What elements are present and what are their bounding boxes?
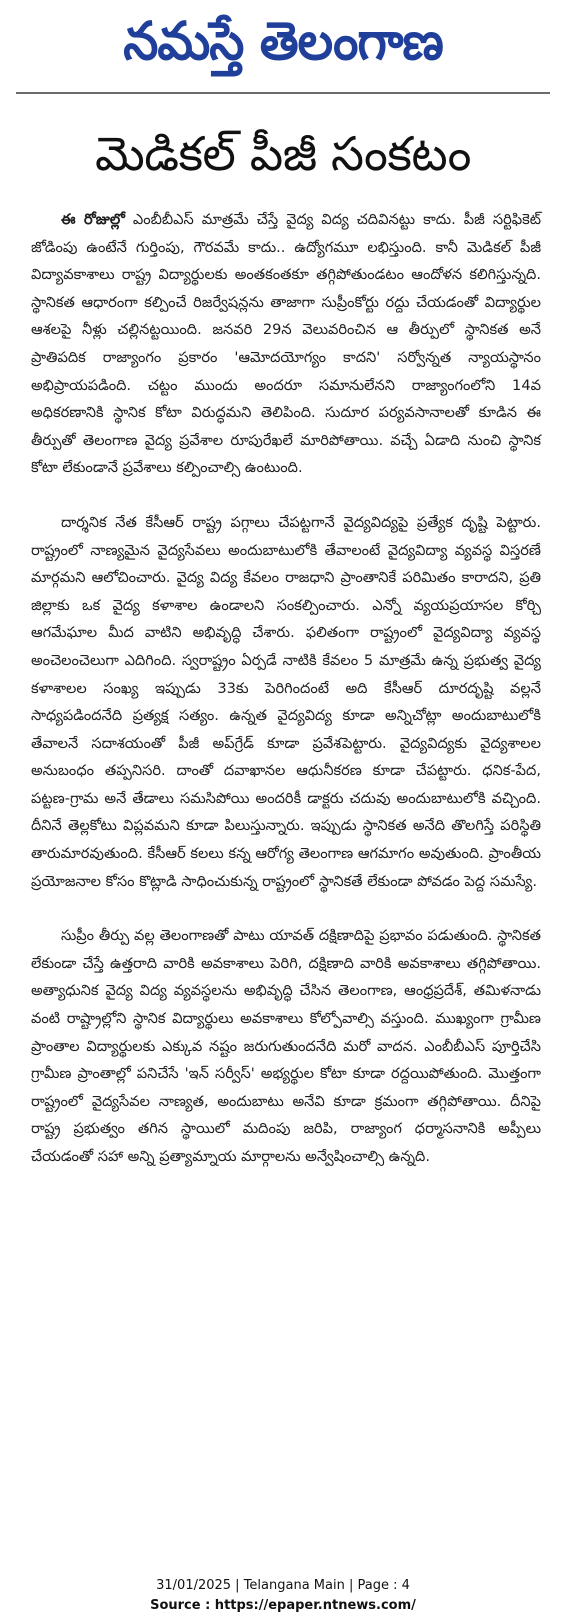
article-paragraph-2: దార్శనిక నేత కేసీఆర్ రాష్ట్ర పగ్గాలు చేపట్టగానే వైద్యవిద్యపై ప్రత్యేక దృష్టి పెట్టారు. రాష్ట్రంలో నాణ్యమైన వైద్యసేవలు అందుబాటులోకి తేవాలంటే వైద్యవిద్యా వ్యవస్థ విస్తరణే మార్గమని ఆలోచించారు. వైద్య విద్య కేవలం రాజధాని ప్రాంతానికే పరిమితం కారాదని, ప్రతి జిల్లాకు ఒక వైద్య కళాశాల ఉండాలని సంకల్పించారు. ఎన్నో వ్యయప్రయాసల కోర్చి ఆగమేఘాల మీద వాటిని అభివృద్ధి చేశారు. ఫలితంగా రాష్ట్రంలో వైద్యవిద్యా వ్యవస్థ అంచెలంచెలుగా ఎదిగింది. స్వరాష్ట్రం ఏర్పడే నాటికి కేవలం 5 మాత్రమే ఉన్న ప్రభుత్వ వైద్య కళాశాలల సంఖ్య ఇప్పుడు 33కు పెరిగిందంటే అది కేసీఆర్ దూరదృష్టి వల్లనే సాధ్యపడిందనేది ప్రత్యక్ష సత్యం. ఉన్నత వైద్యవిద్య కూడా అన్నిచోట్లా అందుబాటులోకి తేవాలనే సదాశయంతో పీజీ అప్‌గ్రేడ్ కూడా ప్రవేశపెట్టారు. వైద్యవిద్యకు వైద్యశాలల అనుబంధం తప్పనిసరి. దాంతో దవాఖానల ఆధునీకరణ కూడా చేపట్టారు. ధనిక-పేద, పట్టణ-గ్రామ అనే తేడాలు సమసిపోయి అందరికీ డాక్టరు చదువు అందుబాటులోకి వచ్చింది. దీనినే తెల్లకోటు విప్లవమని కూడా పిలుస్తున్నారు. ఇప్పుడు స్థానికత అనేది తొలగిస్తే పరిస్థితి తారుమారవుతుంది. కేసీఆర్ కలలు కన్న ఆరోగ్య తెలంగాణ ఆగమాగం అవుతుంది. ప్రాంతీయ ప్రయోజనాల కోసం కొట్లాడి సాధించుకున్న రాష్ట్రంలో స్థానికతే లేకుండా పోవడం పెద్ద సమస్యే. xyxy=(31,513,541,890)
masthead-divider xyxy=(16,92,550,94)
newspaper-masthead xyxy=(0,6,566,78)
article-headline: మెడికల్ పీజీ సంకటం xyxy=(95,127,471,182)
source-link[interactable]: Source : https://epaper.ntnews.com/ xyxy=(150,1598,416,1613)
paragraph-gap xyxy=(31,482,541,509)
article-lead: ఈ రోజుల్లో xyxy=(61,211,125,228)
page-footer xyxy=(0,1576,566,1616)
edition-info: 31/01/2025 | Telangana Main | Page : 4 xyxy=(156,1578,410,1593)
article-paragraph-1 xyxy=(31,206,541,482)
paragraph-gap xyxy=(31,895,541,922)
masthead-title: నమస్తే తెలంగాణ xyxy=(123,10,443,72)
article-body xyxy=(31,206,541,1171)
article-paragraph-3: సుప్రీం తీర్పు వల్ల తెలంగాణతో పాటు యావత్ దక్షిణాదిపై ప్రభావం పడుతుంది. స్థానికత లేకుండా చేస్తే ఉత్తరాది వారికి అవకాశాలు పెరిగి, దక్షిణాది వారికి అవకాశాలు తగ్గిపోతాయి. అత్యాధునిక వైద్య విద్య వ్యవస్థలను అభివృద్ధి చేసిన తెలంగాణ, ఆంధ్రప్రదేశ్, తమిళనాడు వంటి రాష్ట్రాల్లోని స్థానిక విద్యార్థులు అవకాశాలు కోల్పోవాల్సి వస్తుంది. ముఖ్యంగా గ్రామీణ ప్రాంతాల విద్యార్థులకు ఎక్కువ నష్టం జరుగుతుందనేది మరో వాదన. ఎంబీబీఎస్ పూర్తిచేసి గ్రామీణ ప్రాంతాల్లో పనిచేసే 'ఇన్ సర్వీస్' అభ్యర్థుల కోటా కూడా రద్దయిపోతుంది. మొత్తంగా రాష్ట్రంలో వైద్యసేవల నాణ్యత, అందుబాటు అనేవి కూడా క్రమంగా తగ్గిపోతాయి. దీనిపై రాష్ట్ర ప్రభుత్వం తగిన స్థాయిలో మదింపు జరిపి, రాజ్యాంగ ధర్మాసనానికి అప్పీలు చేయడంతో సహా అన్ని ప్రత్యామ్నాయ మార్గాలను అన్వేషించాల్సి ఉన్నది. xyxy=(31,927,541,1165)
article-paragraph-1-text: ఎంబీబీఎస్ మాత్రమే చేస్తే వైద్య విద్య చదివినట్టు కాదు. పీజీ సర్టిఫికెట్ జోడింపు ఉంటేనే గుర్తింపు, గౌరవమే కాదు.. ఉద్యోగమూ లభిస్తుంది. కానీ మెడికల్ పీజీ విద్యావకాశాలు రాష్ట్ర విద్యార్థులకు అంతకంతకూ తగ్గిపోతుండటం ఆందోళన కలిగిస్తున్నది. స్థానికత ఆధారంగా కల్పించే రిజర్వేషన్లను తాజాగా సుప్రీంకోర్టు రద్దు చేయడంతో విద్యార్థుల ఆశలపై నీళ్లు చల్లినట్టయింది. జనవరి 29న వెలువరించిన ఆ తీర్పులో స్థానికత అనే ప్రాతిపదిక రాజ్యాంగం ప్రకారం 'ఆమోదయోగ్యం కాదని' సర్వోన్నత న్యాయస్థానం అభిప్రాయపడింది. చట్టం ముందు అందరూ సమానులేనని రాజ్యాంగంలోని 14వ అధికరణానికి స్థానిక కోటా విరుద్ధమని తెలిపింది. సుదూర పర్యవసానాలతో కూడిన ఈ తీర్పుతో తెలంగాణ వైద్య ప్రవేశాల రూపురేఖలే మారిపోతాయి. వచ్చే ఏడాది నుంచి స్థానిక కోటా లేకుండానే ప్రవేశాలు కల్పించాల్సి ఉంటుంది. xyxy=(31,211,541,477)
